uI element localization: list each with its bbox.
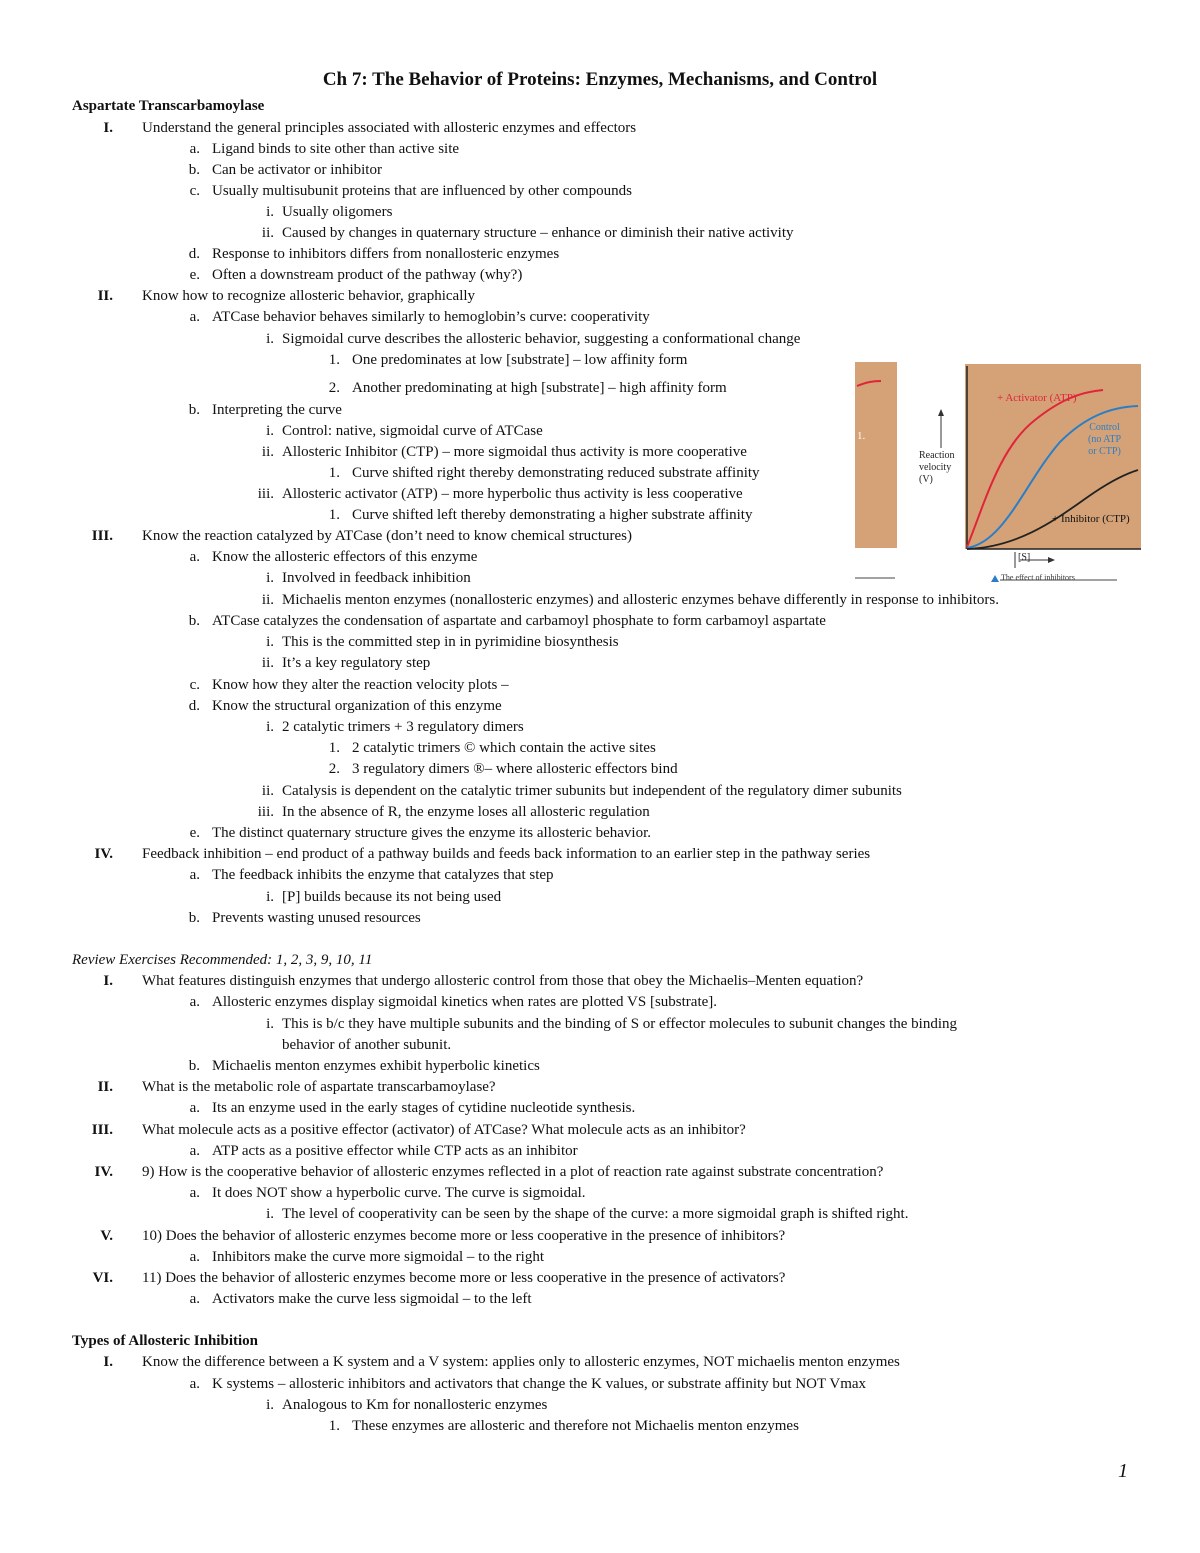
list-marker: b. <box>188 162 200 178</box>
list-marker: II. <box>97 1079 113 1095</box>
list-marker: a. <box>189 309 200 325</box>
list-item: It’s a key regulatory step <box>282 655 431 671</box>
list-item: Know the difference between a K system and a V system: applies only to allosteric enzymes, NOT michaelis menton enzymes <box>142 1354 900 1370</box>
section-heading: Types of Allosteric Inhibition <box>72 1333 258 1349</box>
x-axis-label: [S] <box>1018 552 1031 563</box>
list-marker: III. <box>91 1122 113 1138</box>
list-marker: b. <box>188 1058 200 1074</box>
caption-fragment: The effect of inhibitors <box>1001 573 1075 582</box>
activator-label: + Activator (ATP) <box>997 392 1077 404</box>
list-item: Allosteric enzymes display sigmoidal kinetics when rates are plotted VS [substrate]. <box>212 994 718 1010</box>
list-marker: c. <box>189 183 200 199</box>
list-item: Activators make the curve less sigmoidal – to the left <box>212 1291 532 1307</box>
inhibitor-label: + Inhibitor (CTP) <box>1052 513 1130 525</box>
control-label: Control (no ATP or CTP) <box>1088 422 1122 457</box>
left-panel-fragment: 1. <box>857 430 866 442</box>
list-marker: a. <box>189 1143 200 1159</box>
list-item: K systems – allosteric inhibitors and activators that change the K values, or substrate affinity but NOT Vmax <box>212 1376 867 1392</box>
list-marker: 1. <box>328 352 340 368</box>
list-marker: i. <box>266 204 274 220</box>
list-item: The level of cooperativity can be seen by the shape of the curve: a more sigmoidal graph is shifted right. <box>282 1206 909 1222</box>
list-item: It does NOT show a hyperbolic curve. The curve is sigmoidal. <box>212 1185 586 1201</box>
list-item: What features distinguish enzymes that undergo allosteric control from those that obey the Michaelis–Menten equation? <box>142 973 864 989</box>
list-marker: iii. <box>257 804 274 820</box>
list-item: Its an enzyme used in the early stages of cytidine nucleotide synthesis. <box>212 1100 636 1116</box>
list-marker: e. <box>189 267 200 283</box>
list-marker: a. <box>189 867 200 883</box>
list-marker: i. <box>266 889 274 905</box>
list-marker: i. <box>266 570 274 586</box>
list-item: Understand the general principles associated with allosteric enzymes and effectors <box>142 120 637 136</box>
list-item: behavior of another subunit. <box>282 1037 452 1053</box>
list-marker: a. <box>189 1291 200 1307</box>
list-item: One predominates at low [substrate] – low affinity form <box>352 352 688 368</box>
list-item: This is the committed step in in pyrimidine biosynthesis <box>282 634 619 650</box>
list-marker: b. <box>188 613 200 629</box>
list-marker: 1. <box>328 740 340 756</box>
list-marker: i. <box>266 1206 274 1222</box>
list-marker: i. <box>266 634 274 650</box>
list-item: Interpreting the curve <box>212 402 342 418</box>
list-item: Control: native, sigmoidal curve of ATCase <box>282 423 543 439</box>
list-marker: ii. <box>261 592 274 608</box>
list-marker: I. <box>103 973 113 989</box>
atcase-kinetics-figure <box>855 362 1145 584</box>
list-marker: i. <box>266 719 274 735</box>
list-item: Allosteric activator (ATP) – more hyperbolic thus activity is less cooperative <box>282 486 743 502</box>
left-panel-curve <box>857 381 881 386</box>
list-marker: b. <box>188 910 200 926</box>
list-marker: a. <box>189 1185 200 1201</box>
list-marker: a. <box>189 1100 200 1116</box>
list-marker: 2. <box>328 761 340 777</box>
list-item: What is the metabolic role of aspartate transcarbamoylase? <box>142 1079 496 1095</box>
list-item: Know the reaction catalyzed by ATCase (don’t need to know chemical structures) <box>142 528 632 544</box>
list-marker: ii. <box>261 655 274 671</box>
list-item: Ligand binds to site other than active site <box>212 141 460 157</box>
list-item: Know how to recognize allosteric behavior, graphically <box>142 288 476 304</box>
list-marker: 1. <box>328 1418 340 1434</box>
list-marker: II. <box>97 288 113 304</box>
page-title: Ch 7: The Behavior of Proteins: Enzymes, Mechanisms, and Control <box>322 69 878 90</box>
list-item: Know how they alter the reaction velocity plots – <box>212 677 509 693</box>
list-marker: b. <box>188 402 200 418</box>
list-marker: 1. <box>328 465 340 481</box>
list-marker: a. <box>189 141 200 157</box>
list-item: Feedback inhibition – end product of a pathway builds and feeds back information to an earlier step in the pathway series <box>142 846 871 862</box>
y-axis-label: Reaction velocity (V) <box>919 450 955 485</box>
page-number: 1 <box>1118 1460 1128 1482</box>
list-item: Another predominating at high [substrate] – high affinity form <box>352 380 727 396</box>
list-item: Usually oligomers <box>282 204 393 220</box>
list-marker: d. <box>188 246 200 262</box>
list-item: 2 catalytic trimers + 3 regulatory dimers <box>282 719 524 735</box>
list-item: ATP acts as a positive effector while CTP acts as an inhibitor <box>212 1143 578 1159</box>
list-item: 2 catalytic trimers © which contain the active sites <box>352 740 656 756</box>
list-item: Know the allosteric effectors of this enzyme <box>212 549 478 565</box>
list-item: What molecule acts as a positive effector (activator) of ATCase? What molecule acts as an inhibitor? <box>142 1122 746 1138</box>
list-marker: iii. <box>257 486 274 502</box>
list-marker: VI. <box>92 1270 113 1286</box>
list-marker: ii. <box>261 783 274 799</box>
list-item: Curve shifted left thereby demonstrating a higher substrate affinity <box>352 507 753 523</box>
list-marker: ii. <box>261 444 274 460</box>
list-marker: i. <box>266 423 274 439</box>
list-marker: III. <box>91 528 113 544</box>
list-marker: 2. <box>328 380 340 396</box>
list-marker: ii. <box>261 225 274 241</box>
section-heading: Aspartate Transcarbamoylase <box>72 98 265 114</box>
list-marker: i. <box>266 1397 274 1413</box>
list-marker: 1. <box>328 507 340 523</box>
list-marker: a. <box>189 994 200 1010</box>
list-item: The distinct quaternary structure gives the enzyme its allosteric behavior. <box>212 825 652 841</box>
list-item: This is b/c they have multiple subunits and the binding of S or effector molecules to subunit changes the binding <box>282 1016 958 1032</box>
list-item: 10) Does the behavior of allosteric enzymes become more or less cooperative in the presence of inhibitors? <box>142 1228 786 1244</box>
list-marker: a. <box>189 1376 200 1392</box>
list-item: In the absence of R, the enzyme loses all allosteric regulation <box>282 804 650 820</box>
list-item: Usually multisubunit proteins that are influenced by other compounds <box>212 183 632 199</box>
list-item: 9) How is the cooperative behavior of allosteric enzymes reflected in a plot of reaction rate against substrate concentration? <box>142 1164 884 1180</box>
list-marker: IV. <box>94 1164 113 1180</box>
list-item: The feedback inhibits the enzyme that catalyzes that step <box>212 867 554 883</box>
list-marker: a. <box>189 1249 200 1265</box>
list-marker: V. <box>100 1228 113 1244</box>
list-item: These enzymes are allosteric and therefore not Michaelis menton enzymes <box>352 1418 799 1434</box>
list-marker: d. <box>188 698 200 714</box>
list-item: ATCase catalyzes the condensation of aspartate and carbamoyl phosphate to form carbamoyl aspartate <box>212 613 826 629</box>
list-marker: c. <box>189 677 200 693</box>
list-marker: I. <box>103 120 113 136</box>
list-item: Catalysis is dependent on the catalytic trimer subunits but independent of the regulatory dimer subunits <box>282 783 902 799</box>
list-marker: a. <box>189 549 200 565</box>
list-item: ATCase behavior behaves similarly to hemoglobin’s curve: cooperativity <box>212 309 650 325</box>
list-item: 3 regulatory dimers ®– where allosteric effectors bind <box>352 761 678 777</box>
list-item: Analogous to Km for nonallosteric enzymes <box>282 1397 548 1413</box>
list-item: Inhibitors make the curve more sigmoidal – to the right <box>212 1249 545 1265</box>
list-item: Caused by changes in quaternary structure – enhance or diminish their native activity <box>282 225 794 241</box>
caption-icon <box>991 575 999 582</box>
list-item: Review Exercises Recommended: 1, 2, 3, 9, 10, 11 <box>72 952 373 968</box>
list-marker: I. <box>103 1354 113 1370</box>
list-marker: e. <box>189 825 200 841</box>
list-item: Allosteric Inhibitor (CTP) – more sigmoidal thus activity is more cooperative <box>282 444 747 460</box>
list-item: Michaelis menton enzymes (nonallosteric enzymes) and allosteric enzymes behave differently in response to inhibitors. <box>282 592 1000 608</box>
list-item: Michaelis menton enzymes exhibit hyperbolic kinetics <box>212 1058 540 1074</box>
list-item: Involved in feedback inhibition <box>282 570 471 586</box>
list-marker: i. <box>266 331 274 347</box>
list-item: [P] builds because its not being used <box>282 889 502 905</box>
list-item: Know the structural organization of this enzyme <box>212 698 502 714</box>
list-item: 11) Does the behavior of allosteric enzymes become more or less cooperative in the presence of activators? <box>142 1270 786 1286</box>
list-item: Prevents wasting unused resources <box>212 910 421 926</box>
list-item: Response to inhibitors differs from nonallosteric enzymes <box>212 246 560 262</box>
list-marker: IV. <box>94 846 113 862</box>
list-item: Often a downstream product of the pathway (why?) <box>212 267 523 283</box>
list-item: Curve shifted right thereby demonstrating reduced substrate affinity <box>352 465 760 481</box>
list-item: Sigmoidal curve describes the allosteric behavior, suggesting a conformational change <box>282 331 801 347</box>
list-marker: i. <box>266 1016 274 1032</box>
list-item: Can be activator or inhibitor <box>212 162 382 178</box>
